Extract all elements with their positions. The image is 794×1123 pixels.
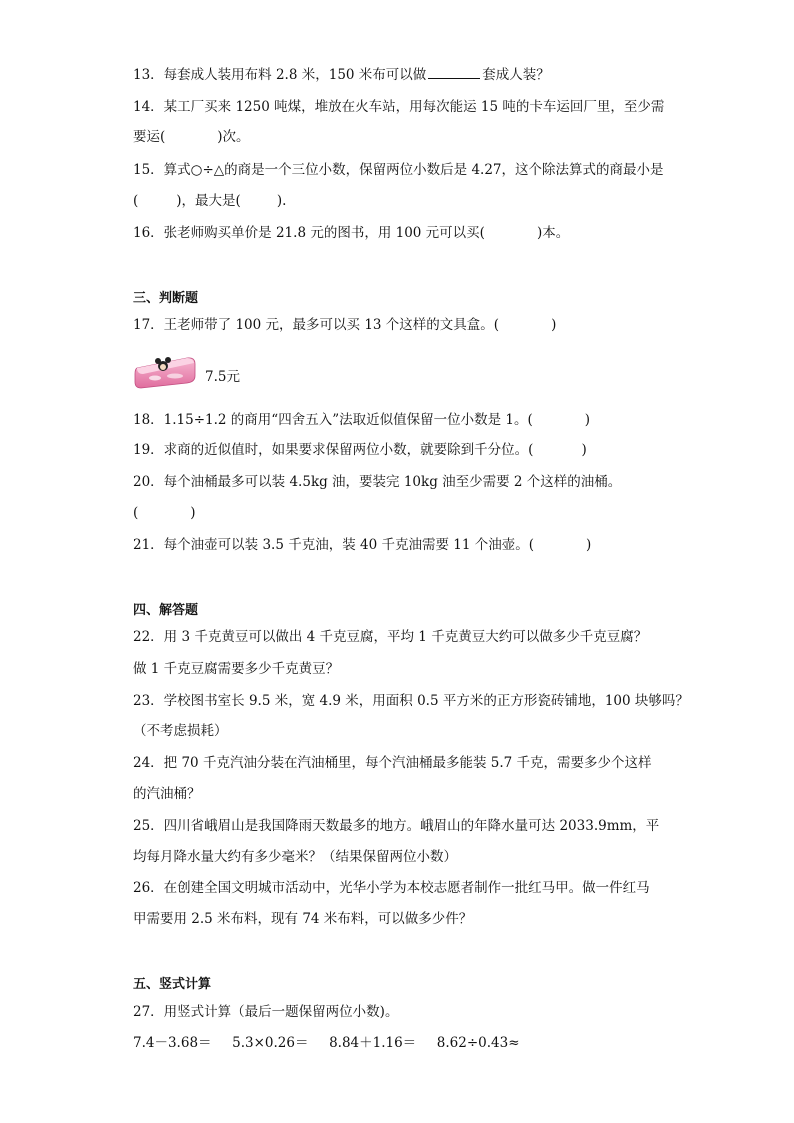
section-3-title: 三、判断题 <box>133 291 199 306</box>
question-23-line-1: 23．学校图书室长 9.5 米，宽 4.9 米，用面积 0.5 平方米的正方形瓷砖铺地，100 块够吗？ <box>133 693 689 709</box>
q13-text-after: 套成人装？ <box>482 67 550 83</box>
question-19: 19．求商的近似值时，如果要求保留两位小数，就要除到千分位。( ) <box>133 442 587 458</box>
question-13 <box>133 66 550 84</box>
question-20-line-2: ( ) <box>133 505 196 521</box>
q13-text-before: 13．每套成人装用布料 2.8 米，150 米布可以做 <box>133 67 427 83</box>
question-26-line-2: 甲需要用 2.5 米布料，现有 74 米布料，可以做多少件？ <box>133 911 473 927</box>
question-22-line-2: 做 1 千克豆腐需要多少千克黄豆？ <box>133 661 340 677</box>
question-25-line-2: 均每月降水量大约有多少毫米？（结果保留两位小数） <box>133 849 457 865</box>
question-26-line-1: 26．在创建全国文明城市活动中，光华小学为本校志愿者制作一批红马甲。做一件红马 <box>133 880 650 896</box>
question-14-line-2: 要运( )次。 <box>133 129 250 145</box>
question-27-line-1: 27．用竖式计算（最后一题保留两位小数)。 <box>133 1004 399 1020</box>
question-24-line-2: 的汽油桶？ <box>133 786 201 802</box>
calc-problem-3: 8.84＋1.16＝ <box>329 1035 417 1051</box>
question-23-line-2: （不考虑损耗） <box>133 723 228 739</box>
calc-problem-4: 8.62÷0.43≈ <box>436 1035 520 1051</box>
section-5-title: 五、竖式计算 <box>133 977 212 992</box>
question-20-line-1: 20．每个油桶最多可以装 4.5kg 油，要装完 10kg 油至少需要 2 个这样的油桶。 <box>133 474 622 490</box>
question-16: 16．张老师购买单价是 21.8 元的图书，用 100 元可以买( )本。 <box>133 225 570 241</box>
question-15-line-2: ( )，最大是( ). <box>133 193 287 209</box>
question-15-line-1: 15．算式○÷△的商是一个三位小数，保留两位小数后是 4.27，这个除法算式的商最小是 <box>133 162 664 178</box>
question-22-line-1: 22．用 3 千克黄豆可以做出 4 千克豆腐，平均 1 千克黄豆大约可以做多少千克豆腐？ <box>133 629 648 645</box>
question-24-line-1: 24．把 70 千克汽油分装在汽油桶里，每个汽油桶最多能装 5.7 千克，需要多少个这样 <box>133 755 652 771</box>
calc-problem-2: 5.3×0.26＝ <box>232 1035 309 1051</box>
question-27-problems <box>133 1034 520 1052</box>
calc-problem-1: 7.4－3.68＝ <box>133 1035 212 1051</box>
question-14-line-1: 14．某工厂买来 1250 吨煤，堆放在火车站，用每次能运 15 吨的卡车运回厂里，至少需 <box>133 99 665 115</box>
question-18: 18．1.15÷1.2 的商用“四舍五入”法取近似值保留一位小数是 1。( ) <box>133 412 591 428</box>
pencil-case-price: 7.5元 <box>205 369 240 385</box>
q13-answer-blank[interactable] <box>428 66 480 79</box>
question-17: 17．王老师带了 100 元，最多可以买 13 个这样的文具盒。( ) <box>133 317 557 333</box>
question-25-line-1: 25．四川省峨眉山是我国降雨天数最多的地方。峨眉山的年降水量可达 2033.9mm，平 <box>133 818 660 834</box>
pencil-case-image <box>133 350 197 390</box>
question-21: 21．每个油壶可以装 3.5 千克油，装 40 千克油需要 11 个油壶。( ) <box>133 537 592 553</box>
section-4-title: 四、解答题 <box>133 603 199 618</box>
